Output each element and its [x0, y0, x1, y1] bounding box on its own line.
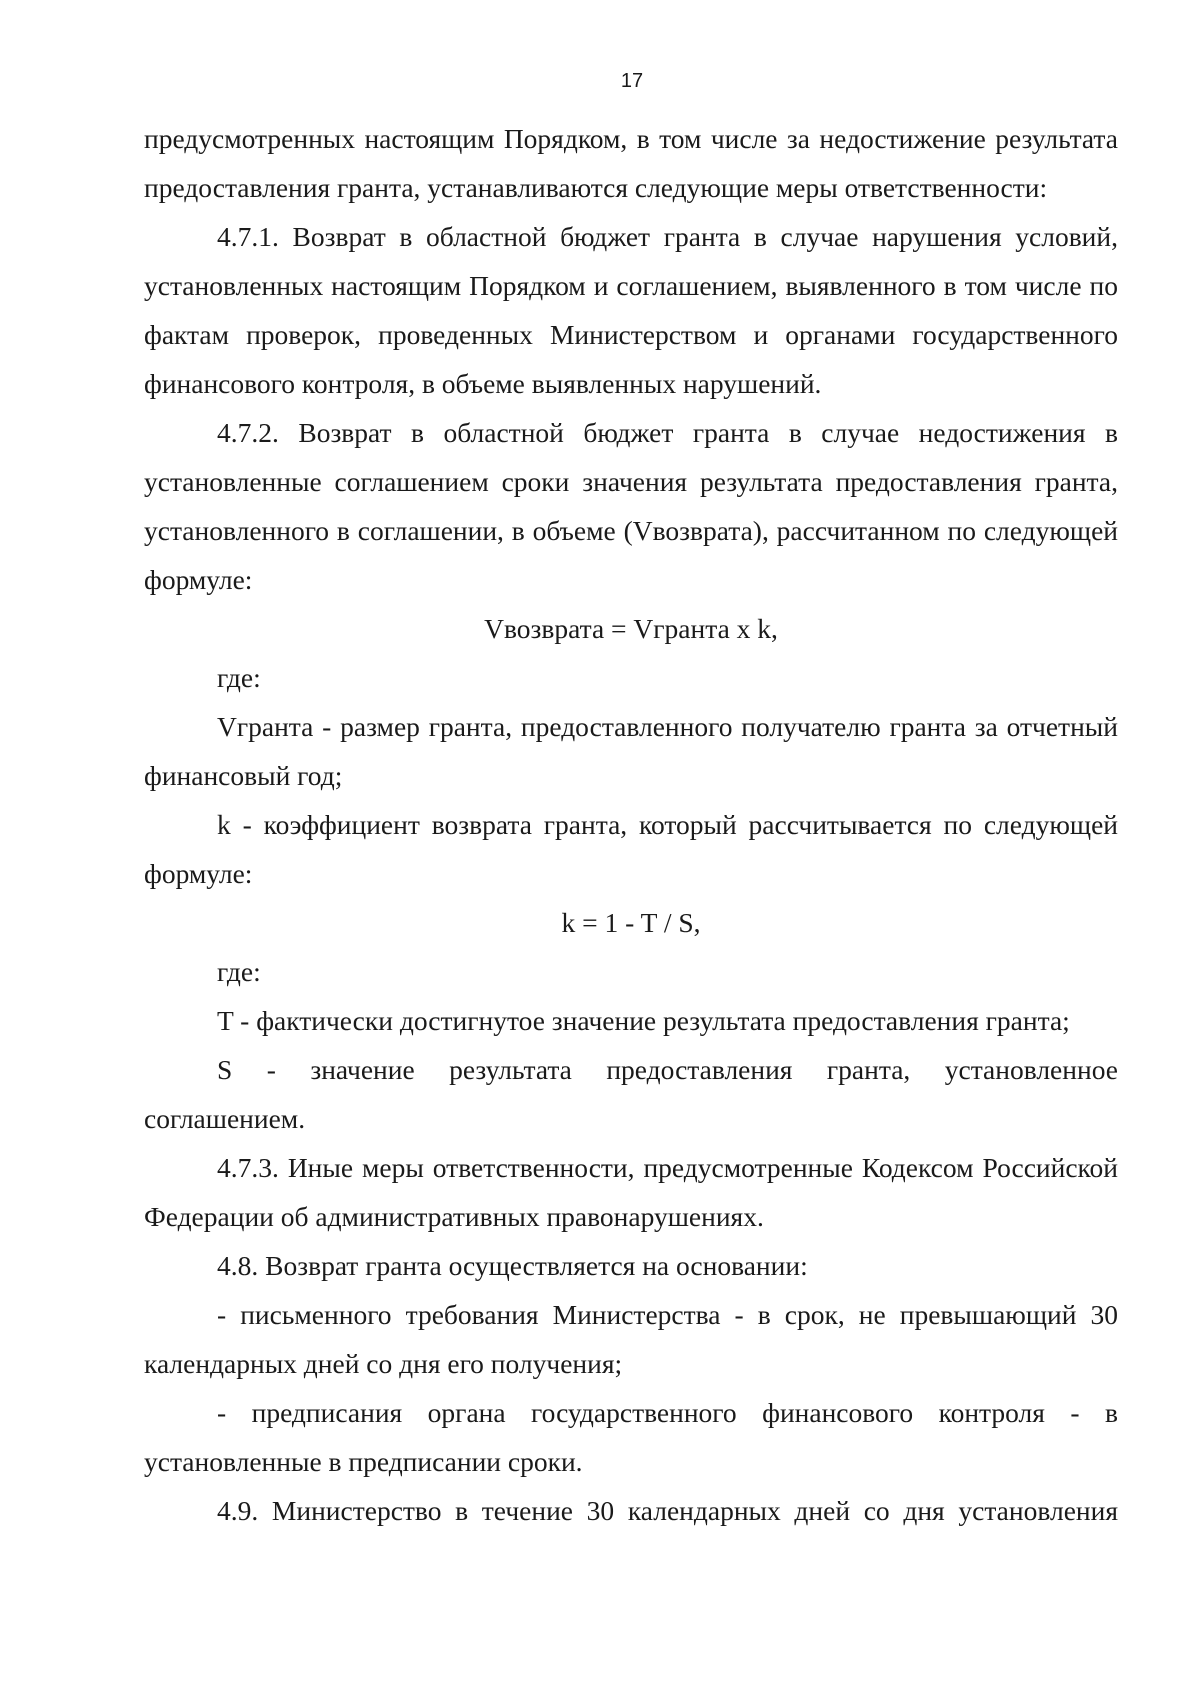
paragraph-4-8: 4.8. Возврат гранта осуществляется на основании:: [217, 1250, 808, 1281]
formula-k: k = 1 - T / S,: [561, 907, 701, 938]
paragraph-4-9: 4.9. Министерство в течение 30 календарных дней со дня установления: [217, 1495, 1118, 1526]
list-item-written-demand: - письменного требования Министерства - в срок, не превышающий 30 календарных дней со дня его получения;: [144, 1299, 1118, 1379]
paragraph-where-2: где:: [217, 956, 261, 987]
list-item-prescription: - предписания органа государственного финансового контроля - в установленные в предписании сроки.: [144, 1397, 1118, 1477]
formula-return-volume: Vвозврата = Vгранта x k,: [484, 613, 778, 644]
definition-k: k - коэффициент возврата гранта, который рассчитывается по следующей формуле:: [144, 809, 1118, 889]
definition-t: T - фактически достигнутое значение результата предоставления гранта;: [217, 1005, 1070, 1036]
definition-s: S - значение результата предоставления гранта, установленное соглашением.: [144, 1054, 1118, 1134]
paragraph-where-1: где:: [217, 662, 261, 693]
document-body: [144, 114, 1118, 1535]
paragraph-responsibility-intro: предусмотренных настоящим Порядком, в том числе за недостижение результата предоставления гранта, устанавливаются следующие меры ответственности:: [144, 123, 1118, 203]
paragraph-4-7-1: 4.7.1. Возврат в областной бюджет гранта в случае нарушения условий, установленных настоящим Порядком и соглашением, выявленного в том числе по фактам проверок, проведенных Министерством и органами государственного финансового контроля, в объеме выявленных нарушений.: [144, 221, 1118, 399]
paragraph-4-7-3: 4.7.3. Иные меры ответственности, предусмотренные Кодексом Российской Федерации об административных правонарушениях.: [144, 1152, 1118, 1232]
paragraph-4-7-2: 4.7.2. Возврат в областной бюджет гранта в случае недостижения в установленные соглашением сроки значения результата предоставления гранта, установленного в соглашении, в объеме (Vвозврата), рассчитанном по следующей формуле:: [144, 417, 1118, 595]
page-number: 17: [620, 70, 644, 92]
definition-v-granta: Vгранта - размер гранта, предоставленного получателю гранта за отчетный финансовый год;: [144, 711, 1118, 791]
